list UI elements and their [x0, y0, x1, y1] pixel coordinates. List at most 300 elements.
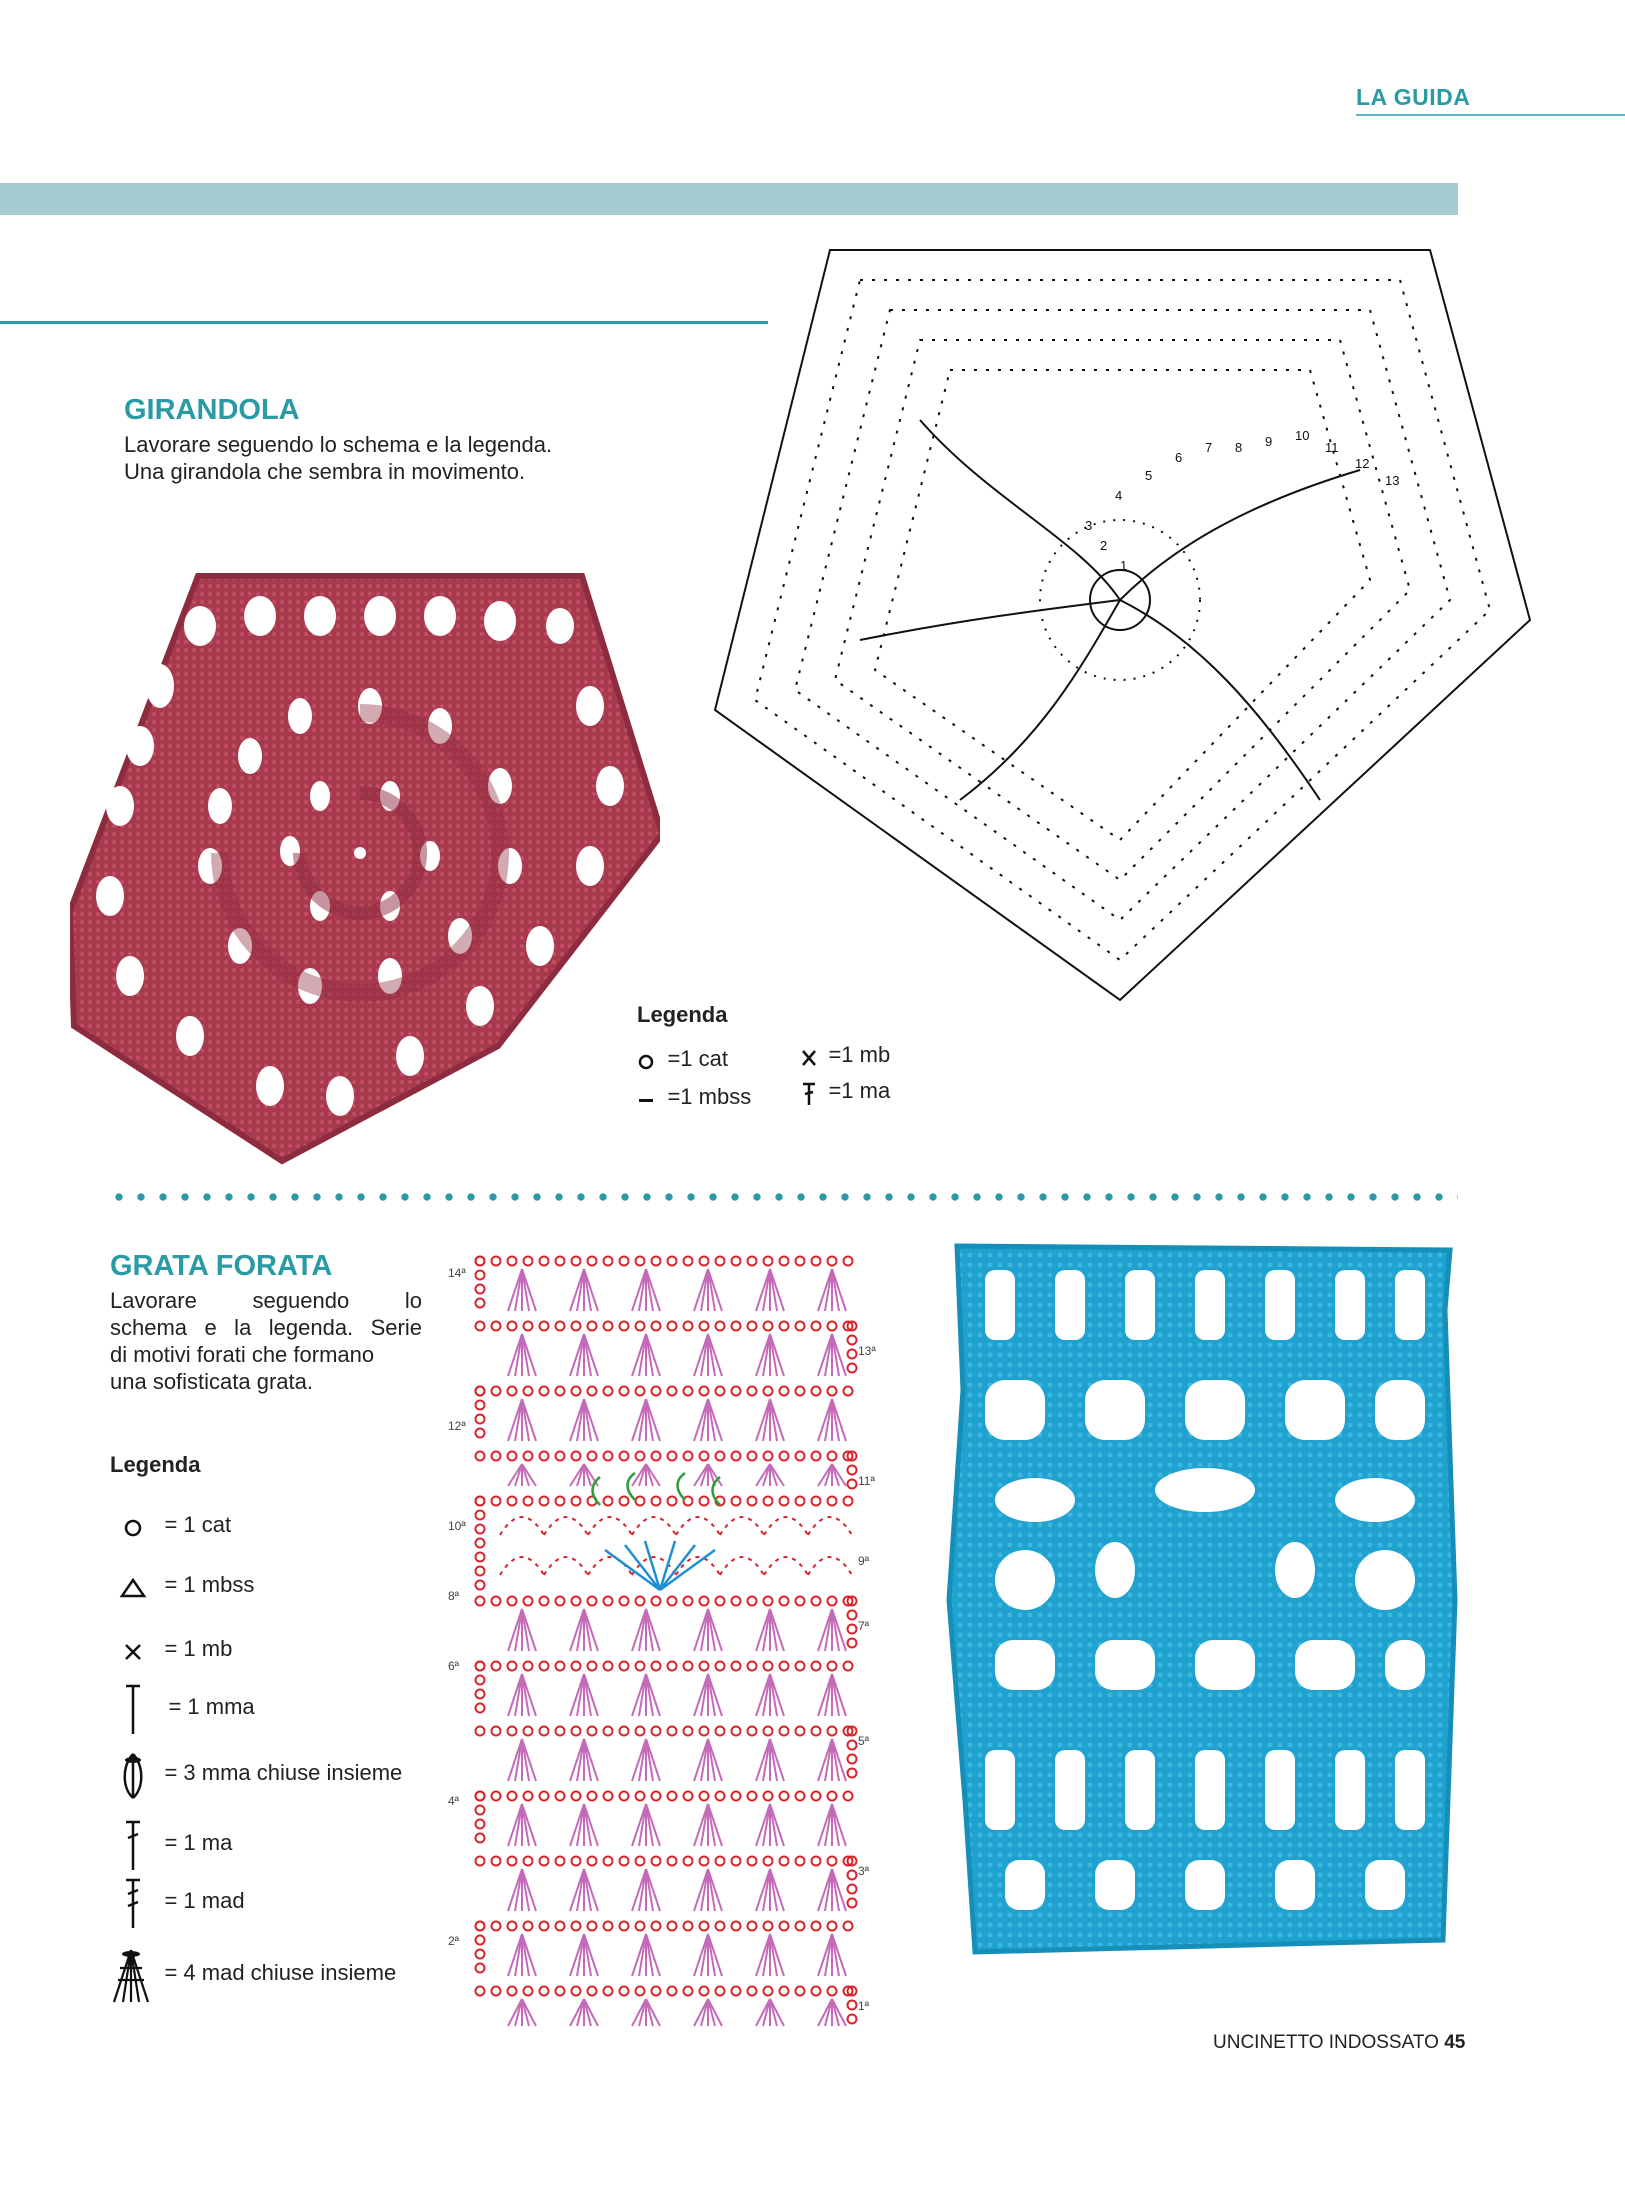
- chain-stitch: [588, 1792, 597, 1801]
- chain-stitch: [796, 1452, 805, 1461]
- chain-stitch: [476, 1299, 485, 1308]
- row-number: 12: [1355, 456, 1370, 471]
- treble-crochet-icon: [118, 1876, 148, 1932]
- chain-stitch: [524, 1387, 533, 1396]
- chain-stitch: [848, 1741, 857, 1750]
- chain-stitch: [540, 1662, 549, 1671]
- chain-stitch: [844, 1497, 853, 1506]
- chain-stitch: [476, 1950, 485, 1959]
- stitch-mark: [584, 1609, 598, 1651]
- chain-stitch: [604, 1597, 613, 1606]
- chain-stitch: [556, 1597, 565, 1606]
- magazine-name: UNCINETTO INDOSSATO: [1213, 2032, 1439, 2053]
- chain-stitch: [848, 1755, 857, 1764]
- row-number: 13: [1385, 473, 1400, 488]
- chain-arch: [544, 1517, 588, 1575]
- girandola-legend-item: [800, 1042, 890, 1069]
- stitch-mark: [522, 1999, 536, 2026]
- stitch-mark: [584, 1804, 598, 1846]
- row-label: 10ª: [448, 1519, 466, 1533]
- diagram-ring: [795, 310, 1450, 920]
- chain-stitch: [492, 1857, 501, 1866]
- chain-stitch: [476, 1567, 485, 1576]
- chain-stitch: [732, 1597, 741, 1606]
- chain-stitch: [476, 1964, 485, 1973]
- chain-stitch: [812, 1452, 821, 1461]
- chain-stitch: [828, 1922, 837, 1931]
- grata-section: [110, 1250, 422, 1395]
- stitch-mark: [770, 1334, 784, 1376]
- chain-stitch: [684, 1922, 693, 1931]
- chain-stitch: [492, 1922, 501, 1931]
- chain-stitch: [828, 1497, 837, 1506]
- stitch-mark: [818, 1804, 832, 1846]
- chain-stitch: [604, 1257, 613, 1266]
- stitch-mark: [818, 1464, 832, 1486]
- stitch-mark: [832, 1739, 846, 1781]
- chain-stitch: [652, 1662, 661, 1671]
- chain-stitch: [476, 1922, 485, 1931]
- stitch-mark: [708, 1869, 722, 1911]
- chain-stitch: [572, 1662, 581, 1671]
- chain-stitch: [636, 1662, 645, 1671]
- chain-stitch: [796, 1387, 805, 1396]
- stitch-mark: [818, 1739, 832, 1781]
- legend-label: = 1 cat: [164, 1512, 232, 1537]
- chain-stitch: [652, 1922, 661, 1931]
- chain-stitch: [540, 1727, 549, 1736]
- chain-stitch: [620, 1727, 629, 1736]
- chain-stitch: [540, 1257, 549, 1266]
- chain-stitch: [780, 1497, 789, 1506]
- chain-stitch: [848, 2015, 857, 2024]
- stitch-mark: [508, 1464, 522, 1486]
- stitch-mark: [756, 1399, 770, 1441]
- stitch-mark: [694, 1609, 708, 1651]
- chain-stitch: [636, 1387, 645, 1396]
- stitch-mark: [818, 1334, 832, 1376]
- stitch-mark: [756, 1269, 770, 1311]
- section-rule: [0, 321, 768, 324]
- chain-stitch: [620, 1987, 629, 1996]
- chain-stitch: [812, 1387, 821, 1396]
- stitch-mark: [818, 1999, 832, 2026]
- chain-stitch: [684, 1987, 693, 1996]
- chain-stitch: [604, 1987, 613, 1996]
- chain-stitch: [588, 1597, 597, 1606]
- stitch-mark: [632, 1869, 646, 1911]
- stitch-mark: [818, 1934, 832, 1976]
- stitch-mark: [770, 1999, 784, 2026]
- chain-stitch: [668, 1987, 677, 1996]
- stitch-mark: [832, 1999, 846, 2026]
- chain-stitch: [556, 1922, 565, 1931]
- legend-label: = 1 ma: [164, 1830, 233, 1856]
- chain-stitch: [636, 1452, 645, 1461]
- stitch-mark: [570, 1804, 584, 1846]
- chain-stitch: [812, 1792, 821, 1801]
- header-rule: [1356, 114, 1625, 116]
- chain-stitch: [848, 1466, 857, 1475]
- stitch-mark: [522, 1269, 536, 1311]
- chain-stitch: [652, 1597, 661, 1606]
- chain-stitch: [636, 1322, 645, 1331]
- stitch-mark: [832, 1804, 846, 1846]
- chain-stitch: [732, 1257, 741, 1266]
- chain-stitch: [524, 1857, 533, 1866]
- chain-stitch: [748, 1662, 757, 1671]
- stitch-mark: [818, 1609, 832, 1651]
- chain-stitch: [604, 1857, 613, 1866]
- chain-stitch: [812, 1597, 821, 1606]
- chain-stitch: [572, 1452, 581, 1461]
- grata-description-line: una sofisticata grata.: [110, 1369, 314, 1394]
- stitch-mark: [646, 1269, 660, 1311]
- chain-stitch: [748, 1257, 757, 1266]
- chain-stitch: [748, 1497, 757, 1506]
- legend-label: = 1 mad: [164, 1888, 245, 1914]
- chain-stitch: [796, 1922, 805, 1931]
- stitch-mark: [770, 1674, 784, 1716]
- chain-stitch: [848, 1639, 857, 1648]
- girandola-legend-item: [637, 1046, 728, 1072]
- stitch-mark: [646, 1739, 660, 1781]
- row-label: 9ª: [858, 1554, 870, 1568]
- stitch-mark: [522, 1869, 536, 1911]
- chain-stitch: [652, 1792, 661, 1801]
- stitch-mark: [770, 1399, 784, 1441]
- chain-stitch: [556, 1727, 565, 1736]
- grata-description-line: Lavorare seguendo lo: [110, 1288, 422, 1313]
- stitch-mark: [756, 1674, 770, 1716]
- chain-stitch: [476, 1581, 485, 1590]
- chain-stitch: [652, 1387, 661, 1396]
- chain-stitch: [848, 1364, 857, 1373]
- chain-stitch: [476, 1792, 485, 1801]
- chain-stitch: [684, 1452, 693, 1461]
- chain-stitch: [492, 1987, 501, 1996]
- chain-stitch: [524, 1597, 533, 1606]
- chain-stitch: [476, 1271, 485, 1280]
- chain-stitch: [796, 1662, 805, 1671]
- row-label: 11ª: [858, 1474, 875, 1488]
- pentagon-motif: [70, 576, 660, 1161]
- section-label: LA GUIDA: [1356, 84, 1471, 110]
- chain-stitch: [764, 1922, 773, 1931]
- stitch-mark: [584, 1269, 598, 1311]
- stitch-mark: [522, 1804, 536, 1846]
- chain-stitch: [764, 1727, 773, 1736]
- stitch-mark: [694, 1269, 708, 1311]
- chain-stitch: [796, 1987, 805, 1996]
- chain-stitch: [844, 1662, 853, 1671]
- stitch-mark: [694, 1464, 708, 1486]
- stitch-mark: [756, 1609, 770, 1651]
- chain-stitch: [588, 1987, 597, 1996]
- stitch-mark: [570, 1609, 584, 1651]
- chain-stitch: [492, 1727, 501, 1736]
- chain-stitch: [732, 1387, 741, 1396]
- chain-stitch: [812, 1497, 821, 1506]
- stitch-mark: [756, 1464, 770, 1486]
- chain-stitch: [796, 1597, 805, 1606]
- chain-stitch: [848, 1336, 857, 1345]
- chain-stitch: [636, 1727, 645, 1736]
- chain-stitch: [620, 1257, 629, 1266]
- stitch-mark: [770, 1739, 784, 1781]
- chain-stitch: [476, 1401, 485, 1410]
- stitch-mark: [632, 1269, 646, 1311]
- legend-label: =1 cat: [667, 1046, 728, 1071]
- chain-stitch: [764, 1257, 773, 1266]
- chain-stitch: [668, 1257, 677, 1266]
- chain-stitch: [668, 1727, 677, 1736]
- row-number: 6: [1175, 450, 1183, 465]
- stitch-mark: [508, 1804, 522, 1846]
- stitch-mark: [522, 1739, 536, 1781]
- chain-stitch: [668, 1322, 677, 1331]
- stitch-mark: [646, 1869, 660, 1911]
- chain-circle-icon: [118, 1516, 148, 1540]
- chain-stitch: [588, 1727, 597, 1736]
- stitch-mark: [522, 1334, 536, 1376]
- chain-stitch: [508, 1322, 517, 1331]
- chain-stitch: [588, 1662, 597, 1671]
- diagram-fan: [593, 1473, 721, 1590]
- chain-stitch: [796, 1857, 805, 1866]
- row-number: 7: [1205, 440, 1213, 455]
- chain-arch: [720, 1517, 764, 1575]
- chain-stitch: [508, 1452, 517, 1461]
- page-number: 45: [1444, 2032, 1466, 2053]
- stitch-mark: [632, 1739, 646, 1781]
- chain-stitch: [748, 1387, 757, 1396]
- stitch-mark: [632, 1804, 646, 1846]
- chain-stitch: [540, 1792, 549, 1801]
- chain-stitch: [604, 1792, 613, 1801]
- chain-stitch: [848, 1611, 857, 1620]
- row-label: 6ª: [448, 1659, 460, 1673]
- girandola-photo: [70, 566, 660, 1166]
- chain-stitch: [764, 1387, 773, 1396]
- chain-stitch: [652, 1322, 661, 1331]
- stitch-mark: [770, 1804, 784, 1846]
- row-number: 5: [1145, 468, 1153, 483]
- stitch-mark: [584, 1934, 598, 1976]
- stitch-mark: [632, 1334, 646, 1376]
- stitch-mark: [508, 1999, 522, 2026]
- chain-stitch: [812, 1727, 821, 1736]
- chain-stitch: [716, 1922, 725, 1931]
- girandola-diagram: [660, 240, 1565, 1040]
- chain-stitch: [572, 1727, 581, 1736]
- legend-label: =1 mbss: [667, 1084, 752, 1109]
- chain-stitch: [508, 1597, 517, 1606]
- chain-stitch: [652, 1987, 661, 1996]
- stitch-mark: [756, 1999, 770, 2026]
- row-number: 8: [1235, 440, 1243, 455]
- chain-stitch: [476, 1806, 485, 1815]
- girandola-description-line: Una girandola che sembra in movimento.: [124, 459, 526, 484]
- chain-stitch: [508, 1987, 517, 1996]
- chain-stitch: [748, 1597, 757, 1606]
- chain-stitch: [780, 1922, 789, 1931]
- chain-stitch: [556, 1857, 565, 1866]
- chain-stitch: [828, 1597, 837, 1606]
- chain-stitch: [716, 1387, 725, 1396]
- chain-stitch: [524, 1497, 533, 1506]
- stitch-mark: [646, 1804, 660, 1846]
- chain-stitch: [732, 1857, 741, 1866]
- chain-stitch: [828, 1257, 837, 1266]
- chain-stitch: [556, 1322, 565, 1331]
- chain-stitch: [572, 1987, 581, 1996]
- chain-stitch: [540, 1497, 549, 1506]
- chain-stitch: [828, 1662, 837, 1671]
- girandola-legend-title: Legenda: [637, 1002, 728, 1027]
- stitch-mark: [646, 1934, 660, 1976]
- stitch-mark: [508, 1934, 522, 1976]
- chain-stitch: [636, 1987, 645, 1996]
- chain-stitch: [652, 1857, 661, 1866]
- chain-stitch: [668, 1597, 677, 1606]
- stitch-mark: [832, 1674, 846, 1716]
- grata-photo: [945, 1240, 1465, 1970]
- chain-stitch: [700, 1497, 709, 1506]
- chain-stitch: [684, 1257, 693, 1266]
- stitch-mark: [770, 1269, 784, 1311]
- chain-stitch: [524, 1727, 533, 1736]
- chain-stitch: [620, 1387, 629, 1396]
- stitch-mark: [570, 1334, 584, 1376]
- chain-stitch: [492, 1257, 501, 1266]
- stitch-mark: [694, 1739, 708, 1781]
- stitch-mark: [708, 1934, 722, 1976]
- grata-legend-item: [118, 1876, 245, 1932]
- stitch-mark: [570, 1739, 584, 1781]
- stitch-mark: [508, 1334, 522, 1376]
- chain-stitch: [684, 1497, 693, 1506]
- grata-legend-item: [118, 1682, 255, 1738]
- chain-stitch: [508, 1857, 517, 1866]
- chain-stitch: [796, 1792, 805, 1801]
- stitch-mark: [694, 1934, 708, 1976]
- stitch-mark: [770, 1464, 784, 1486]
- stitch-mark: [522, 1399, 536, 1441]
- stitch-mark: [832, 1464, 846, 1486]
- chain-stitch: [748, 1922, 757, 1931]
- chain-stitch: [764, 1792, 773, 1801]
- chain-stitch: [796, 1322, 805, 1331]
- row-number: 3: [1085, 518, 1093, 533]
- chain-stitch: [780, 1597, 789, 1606]
- chain-arch: [764, 1517, 808, 1575]
- chain-stitch: [684, 1727, 693, 1736]
- chain-stitch: [556, 1452, 565, 1461]
- chain-stitch: [476, 1387, 485, 1396]
- chain-stitch: [700, 1857, 709, 1866]
- diagram-spiral-arm: [1120, 470, 1360, 600]
- chain-stitch: [764, 1452, 773, 1461]
- chain-stitch: [476, 1857, 485, 1866]
- single-crochet-icon: [118, 1640, 148, 1664]
- chain-stitch: [476, 1820, 485, 1829]
- chain-stitch: [652, 1727, 661, 1736]
- chain-stitch: [572, 1792, 581, 1801]
- chain-stitch: [476, 1322, 485, 1331]
- grata-legend-title: Legenda: [110, 1452, 201, 1477]
- chain-stitch: [540, 1857, 549, 1866]
- chain-stitch: [524, 1322, 533, 1331]
- chain-stitch: [844, 1387, 853, 1396]
- chain-stitch: [716, 1257, 725, 1266]
- chain-stitch: [828, 1987, 837, 1996]
- chain-stitch: [476, 1676, 485, 1685]
- chain-stitch: [812, 1322, 821, 1331]
- stitch-mark: [646, 1464, 660, 1486]
- chain-stitch: [476, 1936, 485, 1945]
- chain-stitch: [636, 1257, 645, 1266]
- stitch-mark: [708, 1739, 722, 1781]
- stitch-mark: [832, 1399, 846, 1441]
- stitch-mark: [818, 1269, 832, 1311]
- chain-stitch: [508, 1387, 517, 1396]
- stitch-mark: [632, 1674, 646, 1716]
- chain-stitch: [492, 1792, 501, 1801]
- row-label: 2ª: [448, 1934, 460, 1948]
- stitch-mark: [570, 1464, 584, 1486]
- row-label: 7ª: [858, 1619, 870, 1633]
- chain-stitch: [604, 1922, 613, 1931]
- chain-stitch: [524, 1922, 533, 1931]
- chain-stitch: [668, 1792, 677, 1801]
- chain-stitch: [668, 1387, 677, 1396]
- row-number: 2: [1100, 538, 1108, 553]
- chain-stitch: [684, 1792, 693, 1801]
- girandola-title: GIRANDOLA: [124, 394, 300, 426]
- stitch-mark: [570, 1269, 584, 1311]
- chain-stitch: [476, 1539, 485, 1548]
- chain-stitch: [780, 1987, 789, 1996]
- diagram-spiral-arm: [860, 600, 1120, 640]
- stitch-mark: [632, 1609, 646, 1651]
- chain-stitch: [700, 1452, 709, 1461]
- stitch-mark: [694, 1674, 708, 1716]
- stitch-mark: [584, 1869, 598, 1911]
- chain-stitch: [556, 1497, 565, 1506]
- grata-legend-item: [108, 1946, 396, 2006]
- chain-stitch: [492, 1387, 501, 1396]
- stitch-mark: [632, 1934, 646, 1976]
- row-label: 5ª: [858, 1734, 870, 1748]
- chain-stitch: [620, 1322, 629, 1331]
- chain-stitch: [812, 1257, 821, 1266]
- row-label: 13ª: [858, 1344, 876, 1358]
- diagram-spiral-arm: [920, 420, 1123, 600]
- chain-arch: [676, 1517, 720, 1575]
- chain-stitch: [604, 1452, 613, 1461]
- stitch-mark: [818, 1674, 832, 1716]
- stitch-mark: [818, 1869, 832, 1911]
- chain-stitch: [748, 1727, 757, 1736]
- chain-stitch: [748, 1987, 757, 1996]
- chain-stitch: [844, 1922, 853, 1931]
- chain-stitch: [540, 1597, 549, 1606]
- chain-stitch: [524, 1452, 533, 1461]
- chain-stitch: [556, 1257, 565, 1266]
- slip-stitch-icon: [637, 1091, 655, 1109]
- stitch-mark: [570, 1999, 584, 2026]
